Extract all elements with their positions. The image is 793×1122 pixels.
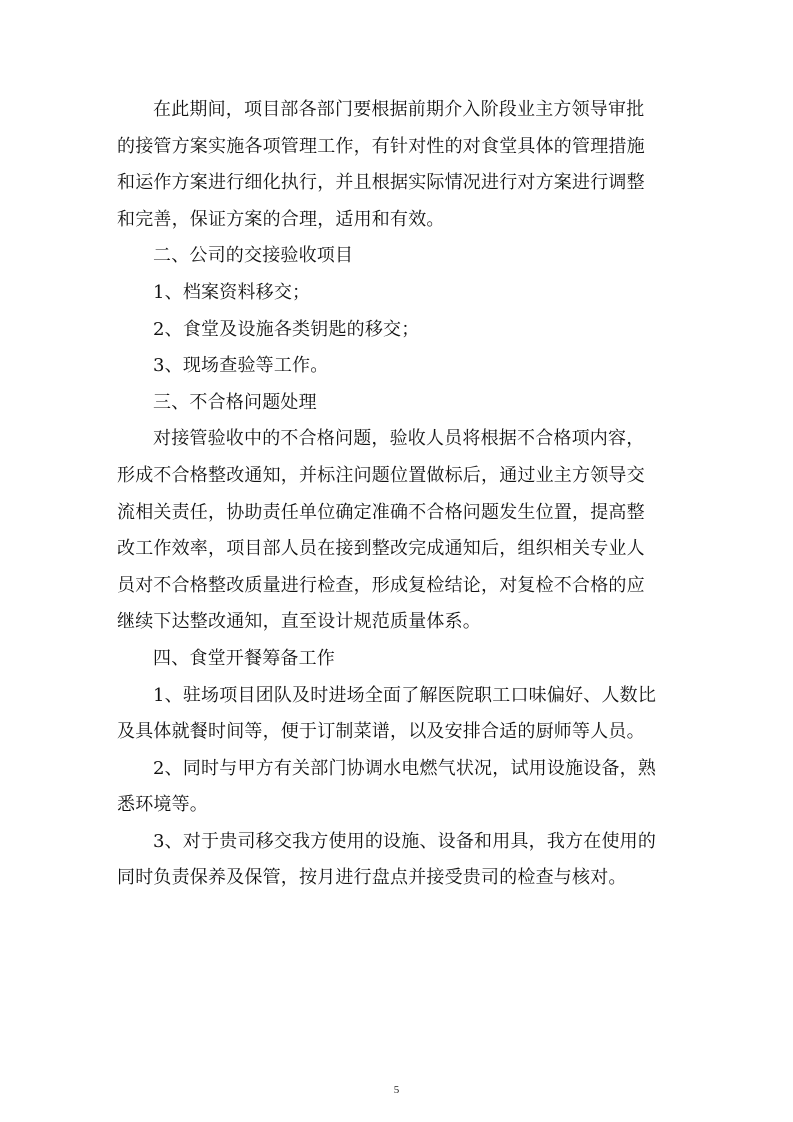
list-item: 2、食堂及设施各类钥匙的移交； bbox=[153, 318, 420, 340]
list-item: 1、驻场项目团队及时进场全面了解医院职工口味偏好、人数比 bbox=[153, 684, 657, 706]
paragraph-line: 和完善，保证方案的合理，适用和有效。 bbox=[117, 208, 445, 230]
paragraph-line: 悉环境等。 bbox=[117, 794, 208, 816]
paragraph-line: 形成不合格整改通知，并标注问题位置做标后，通过业主方领导交 bbox=[117, 464, 645, 486]
list-item: 3、现场查验等工作。 bbox=[153, 355, 329, 377]
paragraph-line: 的接管方案实施各项管理工作，有针对性的对食堂具体的管理措施 bbox=[117, 135, 645, 157]
paragraph-line: 流相关责任，协助责任单位确定准确不合格问题发生位置，提高整 bbox=[117, 501, 645, 523]
paragraph-line: 和运作方案进行细化执行，并且根据实际情况进行对方案进行调整 bbox=[117, 172, 645, 194]
document-body bbox=[117, 92, 683, 897]
paragraph-line: 在此期间，项目部各部门要根据前期介入阶段业主方领导审批 bbox=[153, 99, 645, 120]
paragraph-line: 继续下达整改通知，直至设计规范质量体系。 bbox=[117, 611, 481, 633]
paragraph-line: 对接管验收中的不合格问题，验收人员将根据不合格项内容， bbox=[153, 428, 645, 450]
paragraph-line: 员对不合格整改质量进行检查，形成复检结论，对复检不合格的应 bbox=[117, 574, 645, 596]
paragraph-line: 改工作效率，项目部人员在接到整改完成通知后，组织相关专业人 bbox=[117, 538, 645, 560]
list-item: 1、档案资料移交； bbox=[153, 281, 311, 303]
page-number: 5 bbox=[393, 1084, 400, 1096]
list-item: 3、对于贵司移交我方使用的设施、设备和用具，我方在使用的 bbox=[153, 830, 657, 852]
paragraph-line: 同时负责保养及保管，按月进行盘点并接受贵司的检查与核对。 bbox=[117, 867, 627, 889]
list-item: 2、同时与甲方有关部门协调水电燃气状况，试用设施设备，熟 bbox=[153, 757, 657, 779]
paragraph-line: 及具体就餐时间等，便于订制菜谱，以及安排合适的厨师等人员。 bbox=[117, 721, 645, 743]
section-heading: 二、公司的交接验收项目 bbox=[153, 245, 354, 267]
section-heading: 三、不合格问题处理 bbox=[153, 391, 317, 413]
section-heading: 四、食堂开餐筹备工作 bbox=[153, 647, 335, 669]
